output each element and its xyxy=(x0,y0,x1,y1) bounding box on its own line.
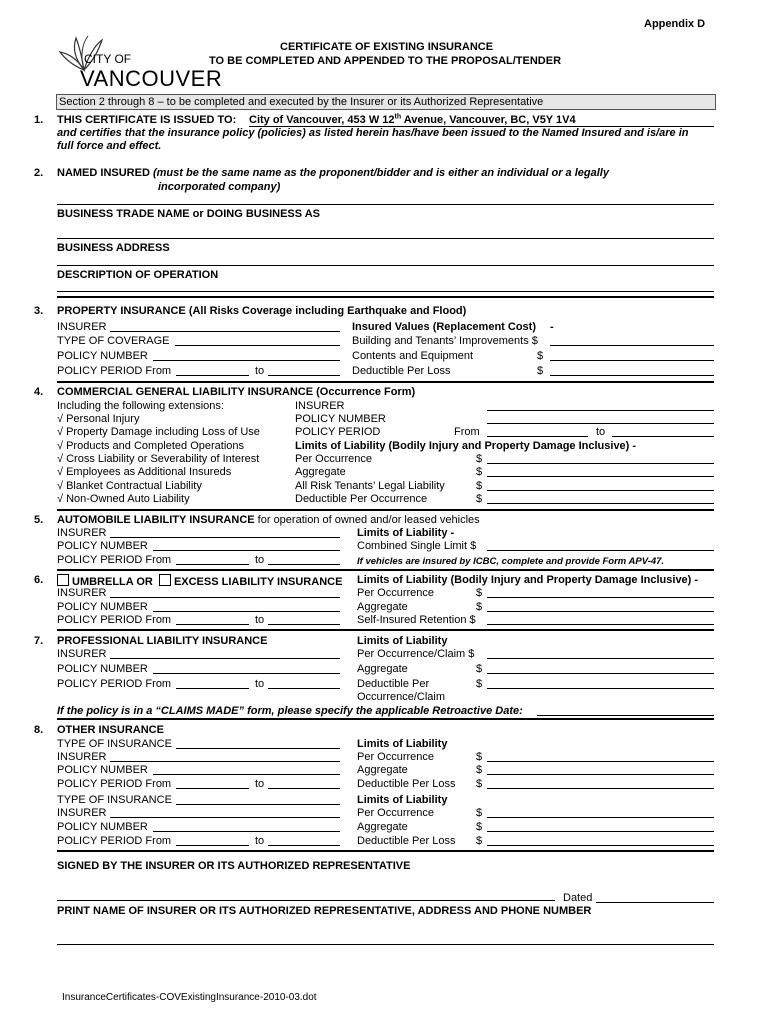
s4-deductible-field[interactable] xyxy=(487,503,714,504)
s4-extension-item: √ Personal Injury xyxy=(57,413,140,425)
s8b-dollar: $ xyxy=(476,807,483,819)
s4-dollar: $ xyxy=(476,453,483,465)
s6-aggregate-field[interactable] xyxy=(487,611,714,612)
s6-retention-label: Self-Insured Retention $ xyxy=(357,614,476,626)
s4-from-label: From xyxy=(454,426,480,438)
s8a-policy-number-label: POLICY NUMBER xyxy=(57,764,148,776)
s4-policy-number-label: POLICY NUMBER xyxy=(295,413,386,425)
section-3-number: 3. xyxy=(34,305,44,317)
s7-policy-number-field[interactable] xyxy=(153,673,340,674)
s8a-limits-title: Limits of Liability xyxy=(357,738,448,750)
s8a-policy-period-label: POLICY PERIOD From xyxy=(57,778,172,790)
title-line-2: TO BE COMPLETED AND APPENDED TO THE PROPOSAL/TENDER xyxy=(209,55,562,67)
s4-dollar: $ xyxy=(476,466,483,478)
s7-deductible-label: Deductible Per xyxy=(357,678,430,690)
s4-extension-item: √ Property Damage including Loss of Use xyxy=(57,426,260,438)
s4-extension-item: √ Non-Owned Auto Liability xyxy=(57,493,190,505)
section-7-number: 7. xyxy=(34,635,44,647)
s3-contents-field[interactable] xyxy=(550,360,714,361)
business-address-field[interactable] xyxy=(57,265,714,266)
s7-dollar: $ xyxy=(476,663,483,675)
s8a-deductible-label: Deductible Per Loss xyxy=(357,778,456,790)
s6-limits-title: Limits of Liability (Bodily Injury and Property Damage Inclusive) - xyxy=(357,574,699,586)
s6-per-occurrence-label: Per Occurrence xyxy=(357,587,435,599)
s3-to-field[interactable] xyxy=(268,375,340,376)
s8b-dollar: $ xyxy=(476,835,483,847)
s4-from-field[interactable] xyxy=(487,436,588,437)
s3-policy-number-field[interactable] xyxy=(153,360,340,361)
s8a-aggregate-label: Aggregate xyxy=(357,764,408,776)
s5-policy-number-field[interactable] xyxy=(153,550,340,551)
s8b-to-field[interactable] xyxy=(268,845,340,846)
s8a-per-occurrence-field[interactable] xyxy=(487,761,714,762)
s4-per-occurrence-label: Per Occurrence xyxy=(295,453,373,465)
logo-vancouver: VANCOUVER xyxy=(80,66,223,91)
s8b-policy-number-label: POLICY NUMBER xyxy=(57,821,148,833)
s4-extension-item: √ Blanket Contractual Liability xyxy=(57,480,202,492)
s7-insurer-field[interactable] xyxy=(110,658,340,659)
s7-aggregate-field[interactable] xyxy=(487,673,714,674)
s5-insurer-label: INSURER xyxy=(57,527,107,539)
s3-policy-period-label: POLICY PERIOD From xyxy=(57,365,172,377)
s6-policy-number-field[interactable] xyxy=(153,611,340,612)
s3-building-field[interactable] xyxy=(550,345,714,346)
s8a-to-field[interactable] xyxy=(268,788,340,789)
instruction-box xyxy=(56,94,716,110)
section-5-title: AUTOMOBILE LIABILITY INSURANCE for operation of owned and/or leased vehicles xyxy=(57,514,480,526)
section-1-statement: and certifies that the insurance policy (policies) as listed herein has/have been issued to the Named Insured and is/are in xyxy=(57,127,689,139)
s4-dollar: $ xyxy=(476,480,483,492)
s7-limits-title: Limits of Liability xyxy=(357,635,448,647)
section-6-title: UMBRELLA OR EXCESS LIABILITY INSURANCE xyxy=(57,574,342,589)
s5-combined-field[interactable] xyxy=(487,550,714,551)
s4-insurer-field[interactable] xyxy=(487,410,714,411)
s6-dollar: $ xyxy=(476,601,483,613)
s8b-insurer-label: INSURER xyxy=(57,807,107,819)
s5-policy-period-label: POLICY PERIOD From xyxy=(57,554,172,566)
s5-from-field[interactable] xyxy=(176,564,249,565)
s4-tenants-field[interactable] xyxy=(487,490,714,491)
s8b-insurer-field[interactable] xyxy=(110,817,340,818)
s8a-deductible-field[interactable] xyxy=(487,788,714,789)
city-logo xyxy=(58,34,223,92)
s8a-dollar: $ xyxy=(476,764,483,776)
s5-icbc-note: If vehicles are insured by ICBC, complete and provide Form APV-47. xyxy=(357,556,665,567)
trade-name-label: BUSINESS TRADE NAME or DOING BUSINESS AS xyxy=(57,208,321,220)
s7-retroactive-date-field[interactable] xyxy=(537,715,714,716)
s4-limits-title: Limits of Liability (Bodily Injury and Property Damage Inclusive) - xyxy=(295,440,637,452)
dated-label: Dated xyxy=(563,892,593,904)
section-1-label: THIS CERTIFICATE IS ISSUED TO: xyxy=(57,114,237,126)
named-insured-note: incorporated company) xyxy=(158,181,281,193)
s3-values-title: Insured Values (Replacement Cost) xyxy=(352,321,536,333)
s6-to-field[interactable] xyxy=(268,624,340,625)
title-line-1: CERTIFICATE OF EXISTING INSURANCE xyxy=(280,41,494,53)
section-4-number: 4. xyxy=(34,386,44,398)
s6-retention-field[interactable] xyxy=(487,624,714,625)
signature-field[interactable] xyxy=(57,900,555,901)
s5-to-label: to xyxy=(255,554,265,566)
s6-insurer-label: INSURER xyxy=(57,587,107,599)
s7-claims-made-label: If the policy is in a “CLAIMS MADE” form, please specify the applicable Retroactive Date: xyxy=(57,705,523,717)
s8a-type-label: TYPE OF INSURANCE xyxy=(57,738,172,750)
s4-aggregate-label: Aggregate xyxy=(295,466,346,478)
named-insured-row: NAMED INSURED (must be the same name as the proponent/bidder and is either an individual or a legally xyxy=(57,167,609,179)
s8a-type-field[interactable] xyxy=(176,748,340,749)
print-name-field[interactable] xyxy=(57,944,714,945)
s6-insurer-field[interactable] xyxy=(110,597,340,598)
s8b-to-label: to xyxy=(255,835,265,847)
dated-field[interactable] xyxy=(596,902,714,903)
s8b-aggregate-field[interactable] xyxy=(487,831,714,832)
s7-policy-number-label: POLICY NUMBER xyxy=(57,663,148,675)
s8a-insurer-label: INSURER xyxy=(57,751,107,763)
s3-deductible-label: Deductible Per Loss xyxy=(352,365,451,377)
trade-name-field[interactable] xyxy=(57,238,714,239)
s3-policy-number-label: POLICY NUMBER xyxy=(57,350,148,362)
s4-extension-item: √ Cross Liability or Severability of Interest xyxy=(57,453,260,465)
s8a-from-field[interactable] xyxy=(176,788,249,789)
s4-per-occurrence-field[interactable] xyxy=(487,463,714,464)
s4-tenants-label: All Risk Tenants’ Legal Liability xyxy=(295,480,445,492)
s4-extension-item: √ Employees as Additional Insureds xyxy=(57,466,232,478)
s6-from-field[interactable] xyxy=(176,624,249,625)
section-1-statement-end: full force and effect. xyxy=(57,140,162,152)
s8b-deductible-label: Deductible Per Loss xyxy=(357,835,456,847)
s7-to-field[interactable] xyxy=(268,688,340,689)
s7-deductible-label-2: Occurrence/Claim xyxy=(357,691,446,703)
issued-to-address: City of Vancouver, 453 W 12th Avenue, Vancouver, BC, V5Y 1V4 xyxy=(249,113,576,126)
s8b-type-label: TYPE OF INSURANCE xyxy=(57,794,172,806)
s4-policy-number-field[interactable] xyxy=(487,423,714,424)
s3-insurer-field[interactable] xyxy=(110,331,340,332)
s4-deductible-label: Deductible Per Occurrence xyxy=(295,493,428,505)
s8a-aggregate-field[interactable] xyxy=(487,774,714,775)
s8a-per-occurrence-label: Per Occurrence xyxy=(357,751,435,763)
s6-policy-period-label: POLICY PERIOD From xyxy=(57,614,172,626)
s6-per-occurrence-field[interactable] xyxy=(487,597,714,598)
s3-contents-label: Contents and Equipment xyxy=(352,350,474,362)
s7-per-occurrence-label: Per Occurrence/Claim $ xyxy=(357,648,475,660)
s5-insurer-field[interactable] xyxy=(110,537,340,538)
s6-policy-number-label: POLICY NUMBER xyxy=(57,601,148,613)
s3-from-field[interactable] xyxy=(176,375,249,376)
section-7-title: PROFESSIONAL LIABILITY INSURANCE xyxy=(57,635,268,647)
s4-dollar: $ xyxy=(476,493,483,505)
s5-limits-title: Limits of Liability - xyxy=(357,527,455,539)
s3-coverage-field[interactable] xyxy=(175,345,340,346)
s7-insurer-label: INSURER xyxy=(57,648,107,660)
s3-values-dash: - xyxy=(550,321,554,333)
s4-to-label: to xyxy=(596,426,606,438)
s6-dollar: $ xyxy=(476,587,483,599)
s4-extension-item: √ Products and Completed Operations xyxy=(57,440,245,452)
s8a-insurer-field[interactable] xyxy=(110,761,340,762)
s8b-policy-number-field[interactable] xyxy=(153,831,340,832)
section-8-title: OTHER INSURANCE xyxy=(57,724,164,736)
business-address-label: BUSINESS ADDRESS xyxy=(57,242,170,254)
s8a-to-label: to xyxy=(255,778,265,790)
named-insured-field[interactable] xyxy=(57,204,714,205)
s8b-policy-period-label: POLICY PERIOD From xyxy=(57,835,172,847)
s8a-policy-number-field[interactable] xyxy=(153,774,340,775)
s5-policy-number-label: POLICY NUMBER xyxy=(57,540,148,552)
s7-to-label: to xyxy=(255,678,265,690)
umbrella-checkbox[interactable] xyxy=(57,574,69,586)
print-name-label: PRINT NAME OF INSURER OR ITS AUTHORIZED REPRESENTATIVE, ADDRESS AND PHONE NUMBER xyxy=(57,905,592,917)
s8b-per-occurrence-label: Per Occurrence xyxy=(357,807,435,819)
s3-building-label: Building and Tenants’ Improvements $ xyxy=(352,335,538,347)
s7-aggregate-label: Aggregate xyxy=(357,663,408,675)
s7-dollar: $ xyxy=(476,678,483,690)
s3-contents-dollar: $ xyxy=(537,350,544,362)
s8b-dollar: $ xyxy=(476,821,483,833)
s4-aggregate-field[interactable] xyxy=(487,476,714,477)
s7-deductible-field[interactable] xyxy=(487,688,714,689)
footer-filename: InsuranceCertificates-COVExistingInsurance-2010-03.dot xyxy=(62,992,317,1003)
signed-by-label: SIGNED BY THE INSURER OR ITS AUTHORIZED REPRESENTATIVE xyxy=(57,860,411,872)
s6-aggregate-label: Aggregate xyxy=(357,601,408,613)
description-label: DESCRIPTION OF OPERATION xyxy=(57,269,219,281)
s6-to-label: to xyxy=(255,614,265,626)
s8b-limits-title: Limits of Liability xyxy=(357,794,448,806)
s4-extensions-intro: Including the following extensions: xyxy=(57,400,224,412)
s8b-from-field[interactable] xyxy=(176,845,249,846)
s4-to-field[interactable] xyxy=(612,436,714,437)
s5-combined-label: Combined Single Limit $ xyxy=(357,540,477,552)
s3-to-label: to xyxy=(255,365,265,377)
s8b-aggregate-label: Aggregate xyxy=(357,821,408,833)
s4-insurer-label: INSURER xyxy=(295,400,345,412)
s7-from-field[interactable] xyxy=(176,688,249,689)
s3-deductible-field[interactable] xyxy=(550,375,714,376)
s8a-dollar: $ xyxy=(476,778,483,790)
logo-city-of: CITY OF xyxy=(84,52,132,66)
section-3-title: PROPERTY INSURANCE (All Risks Coverage including Earthquake and Flood) xyxy=(57,305,467,317)
s4-policy-period-label: POLICY PERIOD xyxy=(295,426,381,438)
section-1-number: 1. xyxy=(34,114,44,126)
s8b-type-field[interactable] xyxy=(176,804,340,805)
s7-per-occurrence-field[interactable] xyxy=(487,658,714,659)
s3-deductible-dollar: $ xyxy=(537,365,544,377)
s8b-per-occurrence-field[interactable] xyxy=(487,817,714,818)
s8b-deductible-field[interactable] xyxy=(487,845,714,846)
section-5-number: 5. xyxy=(34,514,44,526)
s3-insurer-label: INSURER xyxy=(57,321,107,333)
s5-to-field[interactable] xyxy=(268,564,340,565)
excess-checkbox[interactable] xyxy=(159,574,171,586)
description-field[interactable] xyxy=(57,291,714,292)
instruction-text: Section 2 through 8 – to be completed and executed by the Insurer or its Authorized Representative xyxy=(59,96,544,108)
s3-coverage-label: TYPE OF COVERAGE xyxy=(57,335,170,347)
appendix-label: Appendix D xyxy=(644,18,706,30)
section-8-number: 8. xyxy=(34,724,44,736)
section-4-title: COMMERCIAL GENERAL LIABILITY INSURANCE (Occurrence Form) xyxy=(57,386,416,398)
section-6-number: 6. xyxy=(34,574,44,586)
s8a-dollar: $ xyxy=(476,751,483,763)
section-2-number: 2. xyxy=(34,167,44,179)
s7-policy-period-label: POLICY PERIOD From xyxy=(57,678,172,690)
